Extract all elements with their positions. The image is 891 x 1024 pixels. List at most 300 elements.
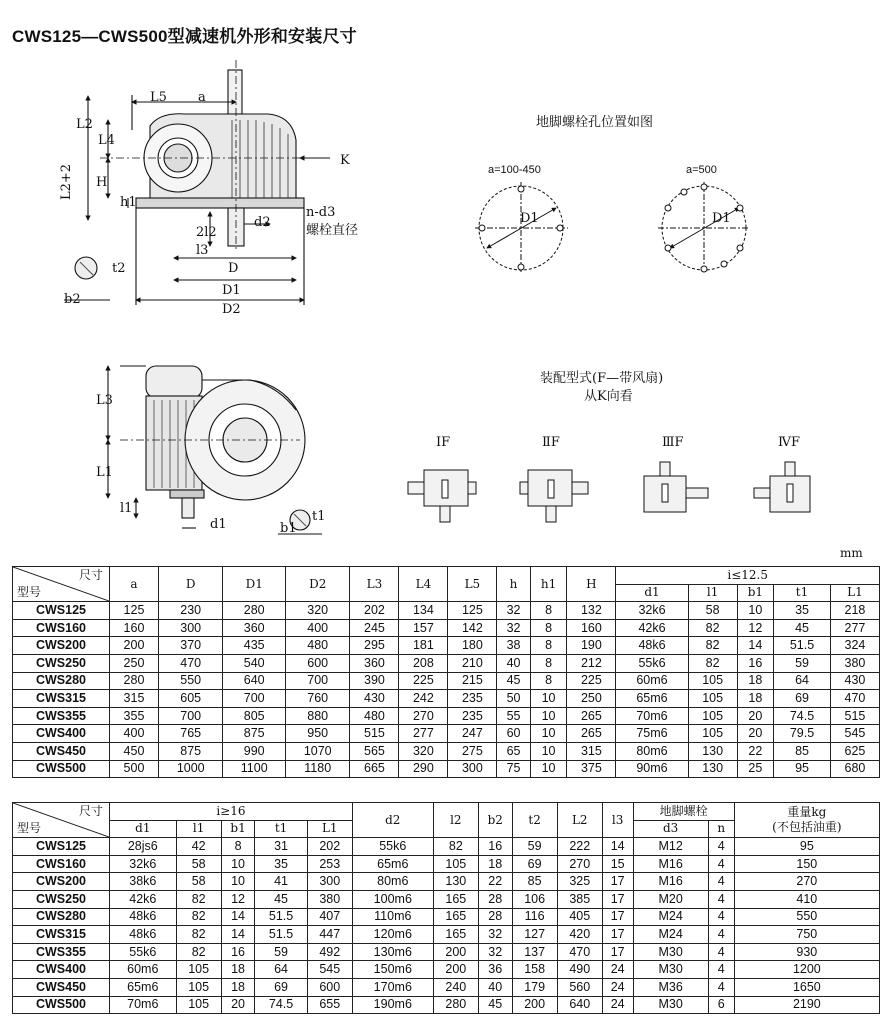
value-cell: 125 (110, 602, 159, 620)
col-n: n (708, 820, 734, 838)
value-cell: 17 (602, 873, 633, 891)
value-cell: 990 (223, 742, 285, 760)
dim-l3: l3 (196, 243, 209, 258)
value-cell: 750 (734, 926, 879, 944)
value-cell: 74.5 (774, 707, 831, 725)
value-cell: 565 (350, 742, 399, 760)
value-cell: 130 (688, 742, 737, 760)
model-cell: CWS160 (13, 855, 110, 873)
assembly-type-4: ⅣF (778, 435, 801, 450)
value-cell: 680 (830, 760, 879, 778)
value-cell: 280 (433, 996, 478, 1014)
model-cell: CWS250 (13, 654, 110, 672)
value-cell: 55k6 (352, 838, 433, 856)
value-cell: 105 (176, 996, 221, 1014)
model-cell: CWS500 (13, 996, 110, 1014)
dim-d2: d2 (254, 215, 271, 230)
value-cell: 930 (734, 943, 879, 961)
value-cell: M24 (633, 926, 708, 944)
value-cell: 270 (734, 873, 879, 891)
value-cell: 230 (158, 602, 223, 620)
value-cell: 105 (688, 690, 737, 708)
value-cell: 150 (734, 855, 879, 873)
value-cell: 60m6 (616, 672, 688, 690)
value-cell: 550 (734, 908, 879, 926)
col-D: D (158, 567, 223, 602)
value-cell: 665 (350, 760, 399, 778)
value-cell: 320 (285, 602, 350, 620)
model-cell: CWS355 (13, 943, 110, 961)
value-cell: 1180 (285, 760, 350, 778)
col-t1: t1 (255, 820, 307, 838)
value-cell: 32k6 (616, 602, 688, 620)
value-cell: 20 (737, 725, 774, 743)
value-cell: 69 (512, 855, 557, 873)
bolt-diameter-label: 螺栓直径 (306, 223, 359, 238)
value-cell: 17 (602, 926, 633, 944)
value-cell: 218 (830, 602, 879, 620)
table-row (13, 654, 880, 672)
value-cell: 420 (557, 926, 602, 944)
value-cell: 2190 (734, 996, 879, 1014)
foot-title: 地脚螺栓孔位置如图 (536, 115, 654, 130)
value-cell: 20 (737, 707, 774, 725)
value-cell: 10 (530, 707, 567, 725)
value-cell: 470 (158, 654, 223, 672)
value-cell: 16 (221, 943, 255, 961)
value-cell: 130m6 (352, 943, 433, 961)
value-cell: 470 (557, 943, 602, 961)
value-cell: 82 (176, 908, 221, 926)
model-cell: CWS125 (13, 838, 110, 856)
dim-b2: b2 (64, 292, 81, 307)
model-cell: CWS450 (13, 978, 110, 996)
table-row (13, 908, 880, 926)
value-cell: 355 (110, 707, 159, 725)
model-cell: CWS280 (13, 908, 110, 926)
value-cell: 110m6 (352, 908, 433, 926)
value-cell: 208 (399, 654, 448, 672)
value-cell: 95 (734, 838, 879, 856)
table-row (13, 672, 880, 690)
value-cell: 160 (567, 619, 616, 637)
value-cell: 41 (255, 873, 307, 891)
value-cell: 295 (350, 637, 399, 655)
dim-a: a (198, 90, 206, 105)
value-cell: 1200 (734, 961, 879, 979)
value-cell: 300 (307, 873, 352, 891)
col-D2: D2 (285, 567, 350, 602)
col-L4: L4 (399, 567, 448, 602)
value-cell: 880 (285, 707, 350, 725)
model-cell: CWS315 (13, 926, 110, 944)
value-cell: 16 (478, 838, 512, 856)
value-cell: 24 (602, 996, 633, 1014)
value-cell: 247 (448, 725, 497, 743)
value-cell: 380 (830, 654, 879, 672)
value-cell: 16 (737, 654, 774, 672)
value-cell: 18 (737, 690, 774, 708)
col-b1: b1 (221, 820, 255, 838)
value-cell: 700 (285, 672, 350, 690)
value-cell: 550 (158, 672, 223, 690)
value-cell: 242 (399, 690, 448, 708)
value-cell: M20 (633, 890, 708, 908)
dim-H: H (96, 175, 108, 190)
value-cell: 20 (221, 996, 255, 1014)
value-cell: 55 (497, 707, 530, 725)
value-cell: 70m6 (110, 996, 177, 1014)
group-foot-bolt: 地脚螺栓 (633, 803, 734, 821)
col-d1: d1 (616, 584, 688, 602)
value-cell: 14 (221, 926, 255, 944)
col-l3: l3 (602, 803, 633, 838)
value-cell: 160 (110, 619, 159, 637)
value-cell: 265 (567, 707, 616, 725)
value-cell: 245 (350, 619, 399, 637)
value-cell: 275 (448, 742, 497, 760)
value-cell: 4 (708, 838, 734, 856)
value-cell: 75m6 (616, 725, 688, 743)
view-K-label: K (340, 153, 350, 168)
value-cell: M16 (633, 873, 708, 891)
value-cell: 190 (567, 637, 616, 655)
value-cell: 18 (221, 978, 255, 996)
col-d2: d2 (352, 803, 433, 838)
dim-t1: t1 (312, 509, 326, 524)
value-cell: 45 (497, 672, 530, 690)
value-cell: 560 (557, 978, 602, 996)
col-L5: L5 (448, 567, 497, 602)
value-cell: 12 (737, 619, 774, 637)
value-cell: 200 (433, 943, 478, 961)
value-cell: 380 (307, 890, 352, 908)
col-weight: 重量kg (不包括油重) (734, 803, 879, 838)
value-cell: 10 (530, 742, 567, 760)
table-row (13, 978, 880, 996)
value-cell: 265 (567, 725, 616, 743)
value-cell: 235 (448, 707, 497, 725)
value-cell: 165 (433, 890, 478, 908)
value-cell: 35 (774, 602, 831, 620)
value-cell: 6 (708, 996, 734, 1014)
value-cell: 36 (478, 961, 512, 979)
value-cell: 280 (110, 672, 159, 690)
value-cell: M12 (633, 838, 708, 856)
value-cell: 28 (478, 908, 512, 926)
col-a: a (110, 567, 159, 602)
value-cell: 875 (223, 725, 285, 743)
model-cell: CWS250 (13, 890, 110, 908)
value-cell: 315 (110, 690, 159, 708)
col-b2: b2 (478, 803, 512, 838)
dim-L2-2: L2+2 (59, 163, 74, 200)
value-cell: 480 (350, 707, 399, 725)
assembly-subtitle: 从K向看 (584, 389, 633, 404)
dim-L1: L1 (96, 465, 113, 480)
value-cell: 15 (602, 855, 633, 873)
value-cell: 28js6 (110, 838, 177, 856)
value-cell: 200 (512, 996, 557, 1014)
corner-cell: 尺寸 型号 (13, 567, 110, 602)
dim-D2: D2 (222, 302, 241, 317)
value-cell: 17 (602, 943, 633, 961)
table-row (13, 838, 880, 856)
table-row (13, 926, 880, 944)
value-cell: 181 (399, 637, 448, 655)
value-cell: 324 (830, 637, 879, 655)
table-row (13, 943, 880, 961)
value-cell: 4 (708, 855, 734, 873)
assembly-title: 装配型式(F—带风扇) (540, 371, 664, 386)
value-cell: 600 (285, 654, 350, 672)
value-cell: 180 (448, 637, 497, 655)
dim-D1-foot-6: D1 (712, 211, 731, 226)
value-cell: 18 (737, 672, 774, 690)
value-cell: 85 (774, 742, 831, 760)
value-cell: 82 (688, 637, 737, 655)
value-cell: 22 (737, 742, 774, 760)
value-cell: 235 (448, 690, 497, 708)
col-t2: t2 (512, 803, 557, 838)
value-cell: 370 (158, 637, 223, 655)
value-cell: 390 (350, 672, 399, 690)
value-cell: 14 (602, 838, 633, 856)
dim-l1: l1 (120, 501, 133, 516)
value-cell: 69 (255, 978, 307, 996)
col-d1: d1 (110, 820, 177, 838)
value-cell: 385 (557, 890, 602, 908)
value-cell: 82 (433, 838, 478, 856)
value-cell: 59 (255, 943, 307, 961)
value-cell: 132 (567, 602, 616, 620)
value-cell: 225 (567, 672, 616, 690)
value-cell: 134 (399, 602, 448, 620)
col-l1: l1 (176, 820, 221, 838)
value-cell: 82 (176, 926, 221, 944)
value-cell: 38 (497, 637, 530, 655)
dim-D1-foot: D1 (520, 211, 539, 226)
value-cell: 1650 (734, 978, 879, 996)
model-cell: CWS315 (13, 690, 110, 708)
dim-L4: L4 (98, 133, 115, 148)
value-cell: 8 (530, 619, 567, 637)
value-cell: 4 (708, 890, 734, 908)
assembly-type-3: ⅢF (662, 435, 684, 450)
dim-d1: d1 (210, 517, 227, 532)
value-cell: 42k6 (616, 619, 688, 637)
value-cell: 82 (176, 943, 221, 961)
value-cell: 700 (158, 707, 223, 725)
table-row (13, 619, 880, 637)
value-cell: 545 (830, 725, 879, 743)
value-cell: 492 (307, 943, 352, 961)
value-cell: 100m6 (352, 890, 433, 908)
value-cell: 625 (830, 742, 879, 760)
col-L1: L1 (830, 584, 879, 602)
value-cell: 105 (176, 961, 221, 979)
value-cell: 4 (708, 873, 734, 891)
col-h: h (497, 567, 530, 602)
value-cell: 760 (285, 690, 350, 708)
value-cell: 4 (708, 926, 734, 944)
value-cell: 65m6 (352, 855, 433, 873)
table-row (13, 602, 880, 620)
value-cell: 1000 (158, 760, 223, 778)
value-cell: 55k6 (616, 654, 688, 672)
value-cell: 55k6 (110, 943, 177, 961)
value-cell: 130 (688, 760, 737, 778)
model-cell: CWS400 (13, 725, 110, 743)
value-cell: 65m6 (616, 690, 688, 708)
value-cell: 137 (512, 943, 557, 961)
value-cell: 82 (176, 890, 221, 908)
table-row (13, 873, 880, 891)
value-cell: 142 (448, 619, 497, 637)
foot-a-small: a=100-450 (488, 164, 541, 176)
value-cell: 48k6 (110, 926, 177, 944)
dim-h1: h1 (120, 195, 137, 210)
col-D1: D1 (223, 567, 285, 602)
value-cell: 400 (285, 619, 350, 637)
value-cell: 10 (530, 725, 567, 743)
dim-b1: b1 (280, 521, 297, 536)
value-cell: 40 (497, 654, 530, 672)
value-cell: 90m6 (616, 760, 688, 778)
value-cell: 250 (110, 654, 159, 672)
value-cell: 158 (512, 961, 557, 979)
value-cell: 31 (255, 838, 307, 856)
dim-L3: L3 (96, 393, 113, 408)
value-cell: 60 (497, 725, 530, 743)
model-cell: CWS280 (13, 672, 110, 690)
value-cell: 69 (774, 690, 831, 708)
value-cell: 410 (734, 890, 879, 908)
value-cell: 600 (307, 978, 352, 996)
assembly-type-1: ⅠF (436, 435, 451, 450)
dim-D: D (228, 261, 239, 276)
model-cell: CWS500 (13, 760, 110, 778)
value-cell: M30 (633, 961, 708, 979)
value-cell: 75 (497, 760, 530, 778)
value-cell: 253 (307, 855, 352, 873)
bolt-circle-6 (658, 182, 750, 274)
assembly-diagrams (408, 462, 810, 522)
value-cell: 4 (708, 908, 734, 926)
value-cell: 95 (774, 760, 831, 778)
value-cell: 42 (176, 838, 221, 856)
value-cell: 8 (530, 654, 567, 672)
value-cell: 179 (512, 978, 557, 996)
value-cell: 51.5 (255, 908, 307, 926)
value-cell: 222 (557, 838, 602, 856)
value-cell: 10 (737, 602, 774, 620)
table-row (13, 725, 880, 743)
value-cell: 64 (255, 961, 307, 979)
value-cell: 8 (530, 637, 567, 655)
value-cell: 12 (221, 890, 255, 908)
value-cell: 157 (399, 619, 448, 637)
value-cell: 85 (512, 873, 557, 891)
value-cell: 80m6 (352, 873, 433, 891)
value-cell: 640 (223, 672, 285, 690)
spec-table-ratio-low (12, 566, 880, 778)
value-cell: 360 (223, 619, 285, 637)
value-cell: 116 (512, 908, 557, 926)
group-ratio-high: i≥16 (110, 803, 353, 821)
value-cell: 24 (602, 961, 633, 979)
value-cell: 500 (110, 760, 159, 778)
value-cell: 300 (158, 619, 223, 637)
value-cell: 277 (399, 725, 448, 743)
value-cell: 375 (567, 760, 616, 778)
model-cell: CWS200 (13, 637, 110, 655)
value-cell: 270 (557, 855, 602, 873)
value-cell: 59 (774, 654, 831, 672)
value-cell: 10 (221, 855, 255, 873)
foot-a-large: a=500 (686, 164, 717, 176)
value-cell: 430 (830, 672, 879, 690)
value-cell: M30 (633, 943, 708, 961)
value-cell: 405 (557, 908, 602, 926)
value-cell: 700 (223, 690, 285, 708)
col-d3: d3 (633, 820, 708, 838)
value-cell: 165 (433, 908, 478, 926)
table-row (13, 855, 880, 873)
value-cell: 202 (350, 602, 399, 620)
model-cell: CWS450 (13, 742, 110, 760)
value-cell: 225 (399, 672, 448, 690)
value-cell: 58 (176, 873, 221, 891)
dim-D1: D1 (222, 283, 241, 298)
col-L1: L1 (307, 820, 352, 838)
value-cell: 765 (158, 725, 223, 743)
value-cell: 40 (478, 978, 512, 996)
model-cell: CWS200 (13, 873, 110, 891)
value-cell: 24 (602, 978, 633, 996)
dim-L5: L5 (150, 90, 167, 105)
value-cell: 32k6 (110, 855, 177, 873)
value-cell: 540 (223, 654, 285, 672)
value-cell: 105 (688, 707, 737, 725)
value-cell: 325 (557, 873, 602, 891)
value-cell: 105 (176, 978, 221, 996)
value-cell: 430 (350, 690, 399, 708)
value-cell: 48k6 (110, 908, 177, 926)
value-cell: 42k6 (110, 890, 177, 908)
col-L2: L2 (557, 803, 602, 838)
value-cell: 120m6 (352, 926, 433, 944)
dim-t2: t2 (112, 261, 126, 276)
value-cell: 48k6 (616, 637, 688, 655)
value-cell: 105 (688, 725, 737, 743)
value-cell: 14 (737, 637, 774, 655)
table-row (13, 637, 880, 655)
value-cell: 65 (497, 742, 530, 760)
assembly-type-2: ⅡF (542, 435, 560, 450)
table-row (13, 707, 880, 725)
value-cell: 280 (223, 602, 285, 620)
col-L3: L3 (350, 567, 399, 602)
value-cell: 22 (478, 873, 512, 891)
table-row (13, 961, 880, 979)
value-cell: 315 (567, 742, 616, 760)
value-cell: 202 (307, 838, 352, 856)
value-cell: 82 (688, 619, 737, 637)
value-cell: 360 (350, 654, 399, 672)
value-cell: 170m6 (352, 978, 433, 996)
value-cell: 65m6 (110, 978, 177, 996)
